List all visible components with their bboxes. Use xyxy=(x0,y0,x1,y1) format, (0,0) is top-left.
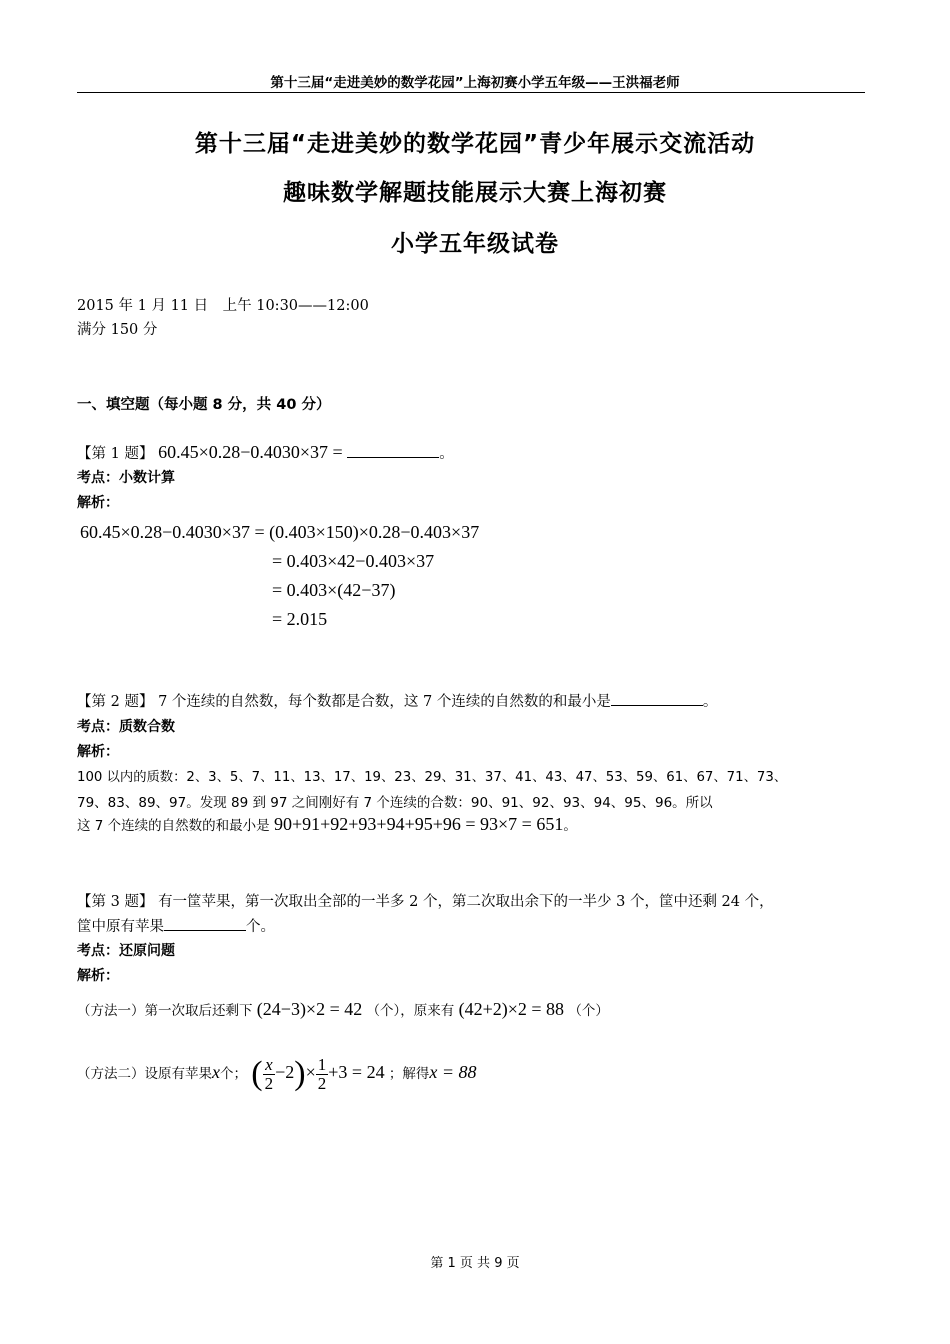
q1-step-3: = 0.403×(42−37) xyxy=(272,580,396,600)
q3-m1-text-b: （个），原来有 xyxy=(366,1003,455,1019)
q1-step-2: = 0.403×42−0.403×37 xyxy=(272,551,435,571)
answer-blank xyxy=(611,691,703,706)
q3-method-1 xyxy=(77,999,609,1020)
q3-m2-text-a: （方法二）设原有苹果 xyxy=(77,1066,212,1082)
q3-m1-math-2: (42+2)×2 = 88 xyxy=(458,999,565,1019)
q2-kaodian: 考点：质数合数 xyxy=(77,719,175,735)
running-header: 第十三届“走进美妙的数学花园”上海初赛小学五年级——王洪福老师 xyxy=(270,75,680,91)
q3-m2-text-c: ；解得 xyxy=(388,1066,430,1082)
fraction-x-over-2 xyxy=(263,1056,276,1093)
question-3-line-2 xyxy=(77,915,275,936)
title-line-2: 趣味数学解题技能展示大赛上海初赛 xyxy=(283,180,667,206)
q3-jiexi: 解析： xyxy=(77,968,119,984)
question-3-label: 【第 3 题】 xyxy=(77,894,154,910)
q3-method-2 xyxy=(77,1049,477,1097)
q3-m2-minus-two: −2 xyxy=(275,1062,295,1082)
q3-m2-result: x = 88 xyxy=(429,1062,477,1082)
question-1-expression: 60.45×0.28−0.4030×37 = xyxy=(158,442,343,462)
title-line-1: 第十三届“走进美妙的数学花园”青少年展示交流活动 xyxy=(194,131,756,157)
question-2-label: 【第 2 题】 xyxy=(77,694,154,710)
fraction-numerator: x xyxy=(263,1056,276,1075)
q2-solution-line-2: 79、83、89、97。发现 89 到 97 之间刚好有 7 个连续的合数：90、91、92、93、94、95、96。所以 xyxy=(77,795,713,811)
q3-m2-tail: +3 = 24 xyxy=(328,1062,385,1082)
q2-conclusion-math: 90+91+92+93+94+95+96 = 93×7 = 651 xyxy=(273,814,564,834)
full-score: 满分 150 分 xyxy=(77,322,158,338)
times-sign: × xyxy=(305,1062,316,1082)
q3-m2-variable: x xyxy=(212,1062,220,1082)
question-2-end: 。 xyxy=(702,694,718,710)
q2-solution-line-1: 100 以内的质数：2、3、5、7、11、13、17、19、23、29、31、37、41、43、47、53、59、61、67、71、73、 xyxy=(77,770,788,785)
q3-kaodian: 考点：还原问题 xyxy=(77,943,175,959)
section-heading: 一、填空题（每小题 8 分，共 40 分） xyxy=(77,397,331,413)
q3-m1-text-c: （个） xyxy=(568,1003,609,1019)
q1-step-1: 60.45×0.28−0.4030×37 = (0.403×150)×0.28−0.403×37 xyxy=(80,522,480,542)
q2-conclusion-text: 这 7 个连续的自然数的和最小是 xyxy=(77,818,270,834)
question-3 xyxy=(77,890,774,911)
page-number: 第 1 页 共 9 页 xyxy=(430,1256,520,1271)
q3-m1-text-a: （方法一）第一次取后还剩下 xyxy=(77,1003,253,1019)
q3-m1-math-1: (24−3)×2 = 42 xyxy=(256,999,363,1019)
title-line-3: 小学五年级试卷 xyxy=(391,231,559,257)
fraction-denominator: 2 xyxy=(264,1073,274,1093)
q3-m2-text-b: 个； xyxy=(220,1066,247,1082)
answer-blank xyxy=(347,443,439,458)
q1-jiexi: 解析： xyxy=(77,495,119,511)
question-1 xyxy=(77,442,454,463)
fraction-one-half xyxy=(316,1056,329,1093)
q2-solution-line-3 xyxy=(77,814,577,835)
q1-step-4: = 2.015 xyxy=(272,609,328,629)
question-1-label: 【第 1 题】 xyxy=(77,446,154,462)
question-3-text: 有一筐苹果，第一次取出全部的一半多 2 个，第二次取出余下的一半少 3 个，筐中还剩 24 个， xyxy=(158,894,774,910)
exam-date-time: 2015 年 1 月 11 日 上午 10:30——12:00 xyxy=(77,298,369,314)
header-rule xyxy=(77,92,865,93)
question-2 xyxy=(77,690,717,711)
left-paren: ( xyxy=(251,1055,263,1092)
fraction-denominator: 2 xyxy=(317,1073,327,1093)
fraction-numerator: 1 xyxy=(317,1054,327,1074)
question-2-text: 7 个连续的自然数，每个数都是合数，这 7 个连续的自然数的和最小是 xyxy=(158,694,611,710)
answer-blank xyxy=(164,916,246,931)
question-3-text-2a: 筐中原有苹果 xyxy=(77,919,164,935)
q1-kaodian: 考点：小数计算 xyxy=(77,470,175,486)
question-1-end: 。 xyxy=(439,446,454,462)
q2-jiexi: 解析： xyxy=(77,744,119,760)
q2-conclusion-end: 。 xyxy=(563,818,577,834)
question-3-text-2b: 个。 xyxy=(246,919,275,935)
right-paren: ) xyxy=(294,1055,306,1092)
